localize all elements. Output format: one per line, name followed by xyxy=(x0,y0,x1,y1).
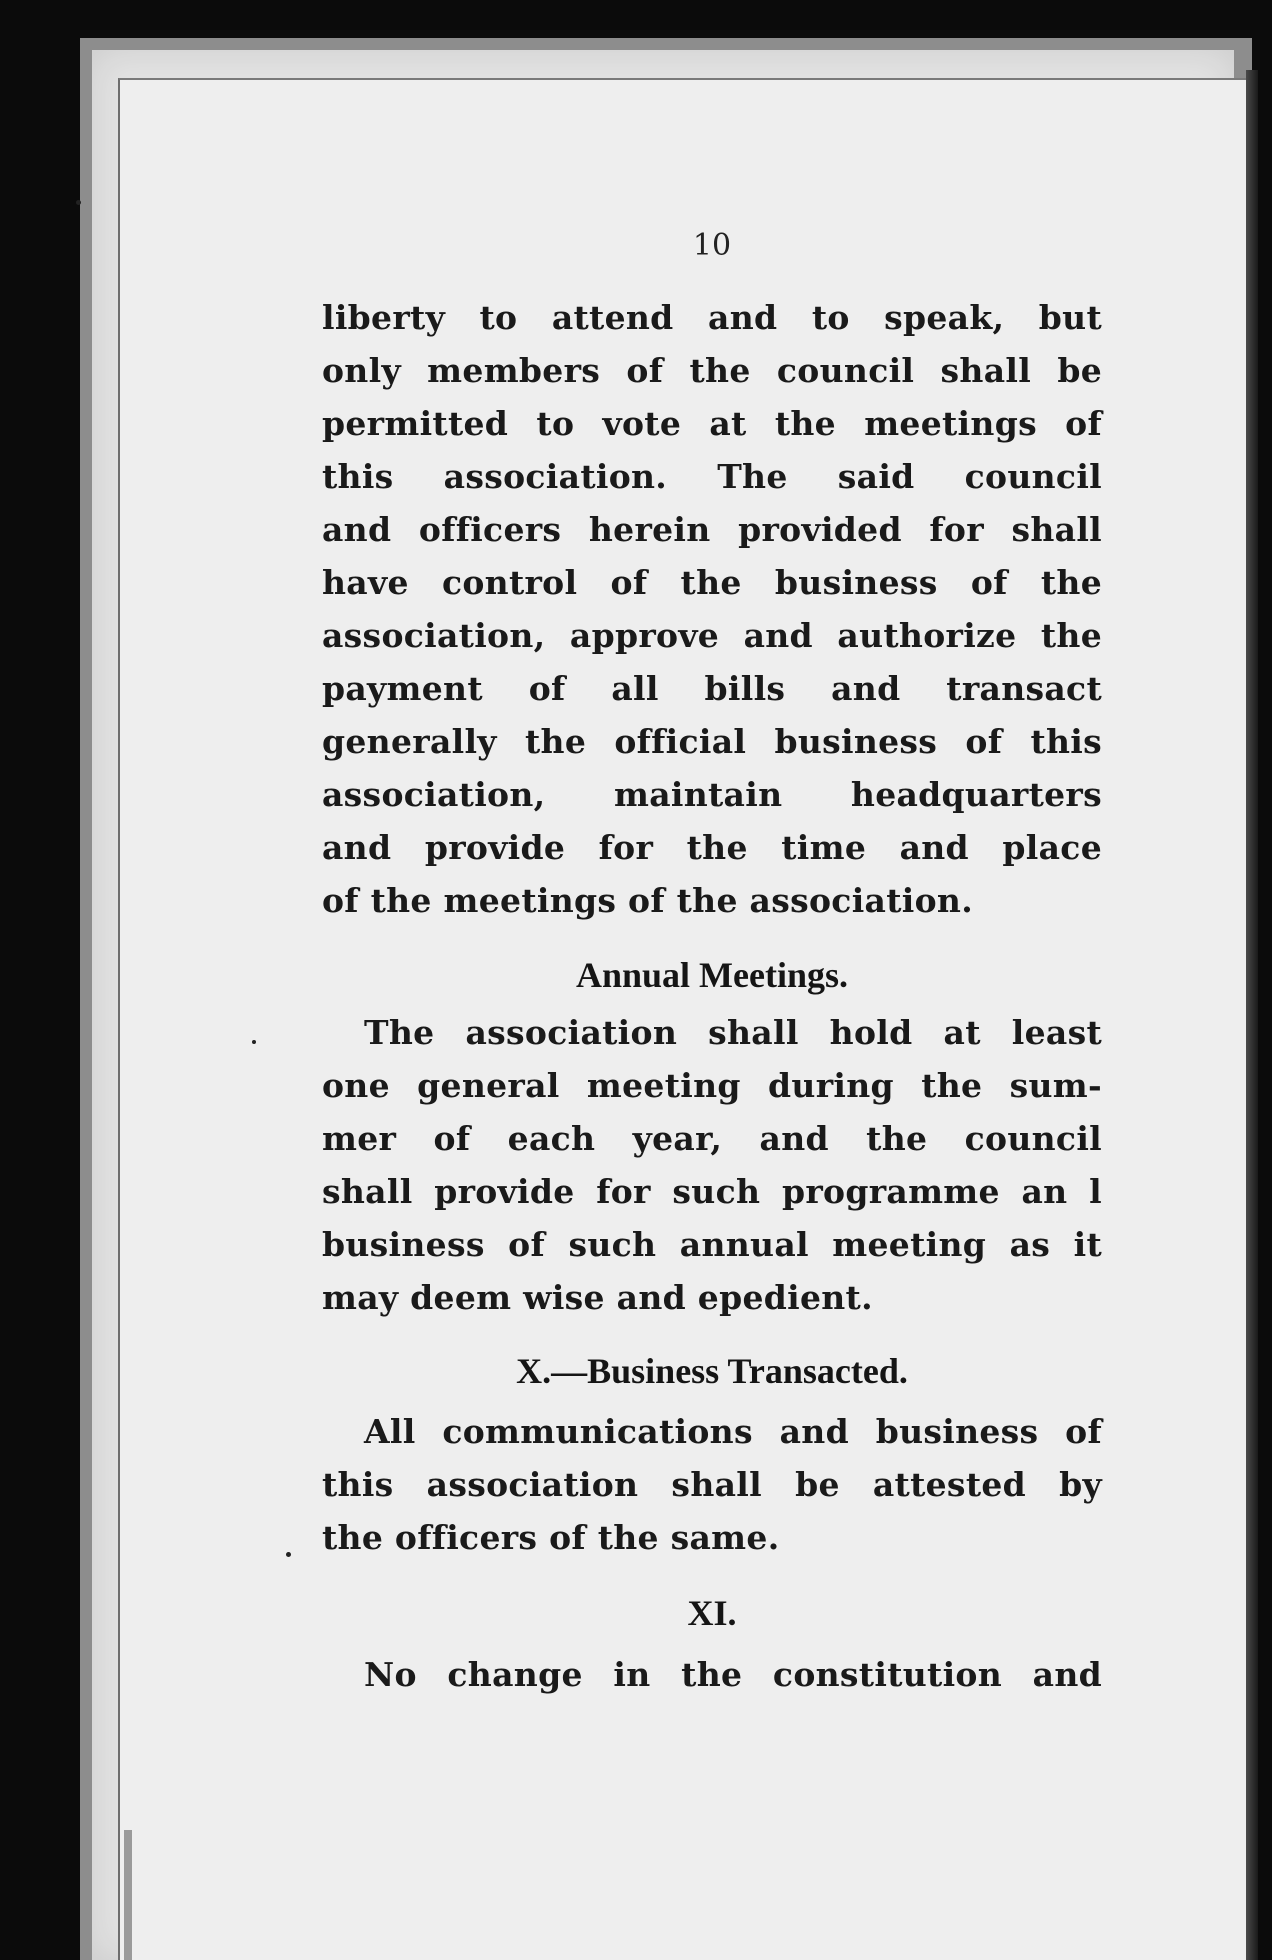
text-line: this association. The said council xyxy=(322,457,1102,496)
text-line: one general meeting during the sum- xyxy=(322,1066,1102,1105)
text-line: this association shall be attested by xyxy=(322,1465,1102,1504)
text-line: permitted to vote at the meetings of xyxy=(322,404,1102,443)
text-line: association, approve and authorize the xyxy=(322,616,1102,655)
binding-shadow xyxy=(1246,70,1258,1960)
section-heading-business-transacted: X.—Business Transacted. xyxy=(516,1351,908,1391)
text-line: No change in the constitution and xyxy=(364,1655,1102,1694)
dust-speck xyxy=(252,1040,256,1044)
text-line: shall provide for such programme an l xyxy=(322,1172,1102,1211)
text-line: and provide for the time and place xyxy=(322,828,1102,867)
text-line: of the meetings of the association. xyxy=(322,881,973,920)
text-line: generally the official business of this xyxy=(322,722,1102,761)
section-heading-annual-meetings: Annual Meetings. xyxy=(575,955,849,995)
text-line: The association shall hold at least xyxy=(364,1013,1102,1052)
dust-speck xyxy=(286,1552,291,1557)
text-line: association, maintain headquarters xyxy=(322,775,1102,814)
text-line: business of such annual meeting as it xyxy=(322,1225,1102,1264)
page-number: 10 xyxy=(692,228,732,263)
dust-speck xyxy=(76,200,81,205)
text-line: All communications and business of xyxy=(364,1412,1102,1451)
text-line: mer of each year, and the council xyxy=(322,1119,1102,1158)
text-line: the officers of the same. xyxy=(322,1518,780,1557)
text-line: have control of the business of the xyxy=(322,563,1102,602)
sheet-edge-strip xyxy=(124,1830,132,1960)
section-heading-xi: XI. xyxy=(687,1593,737,1633)
text-line: liberty to attend and to speak, but xyxy=(322,298,1102,337)
text-line: may deem wise and epedient. xyxy=(322,1278,873,1317)
text-line: only members of the council shall be xyxy=(322,351,1102,390)
text-line: and officers herein provided for shall xyxy=(322,510,1102,549)
text-line: payment of all bills and transact xyxy=(322,669,1102,708)
